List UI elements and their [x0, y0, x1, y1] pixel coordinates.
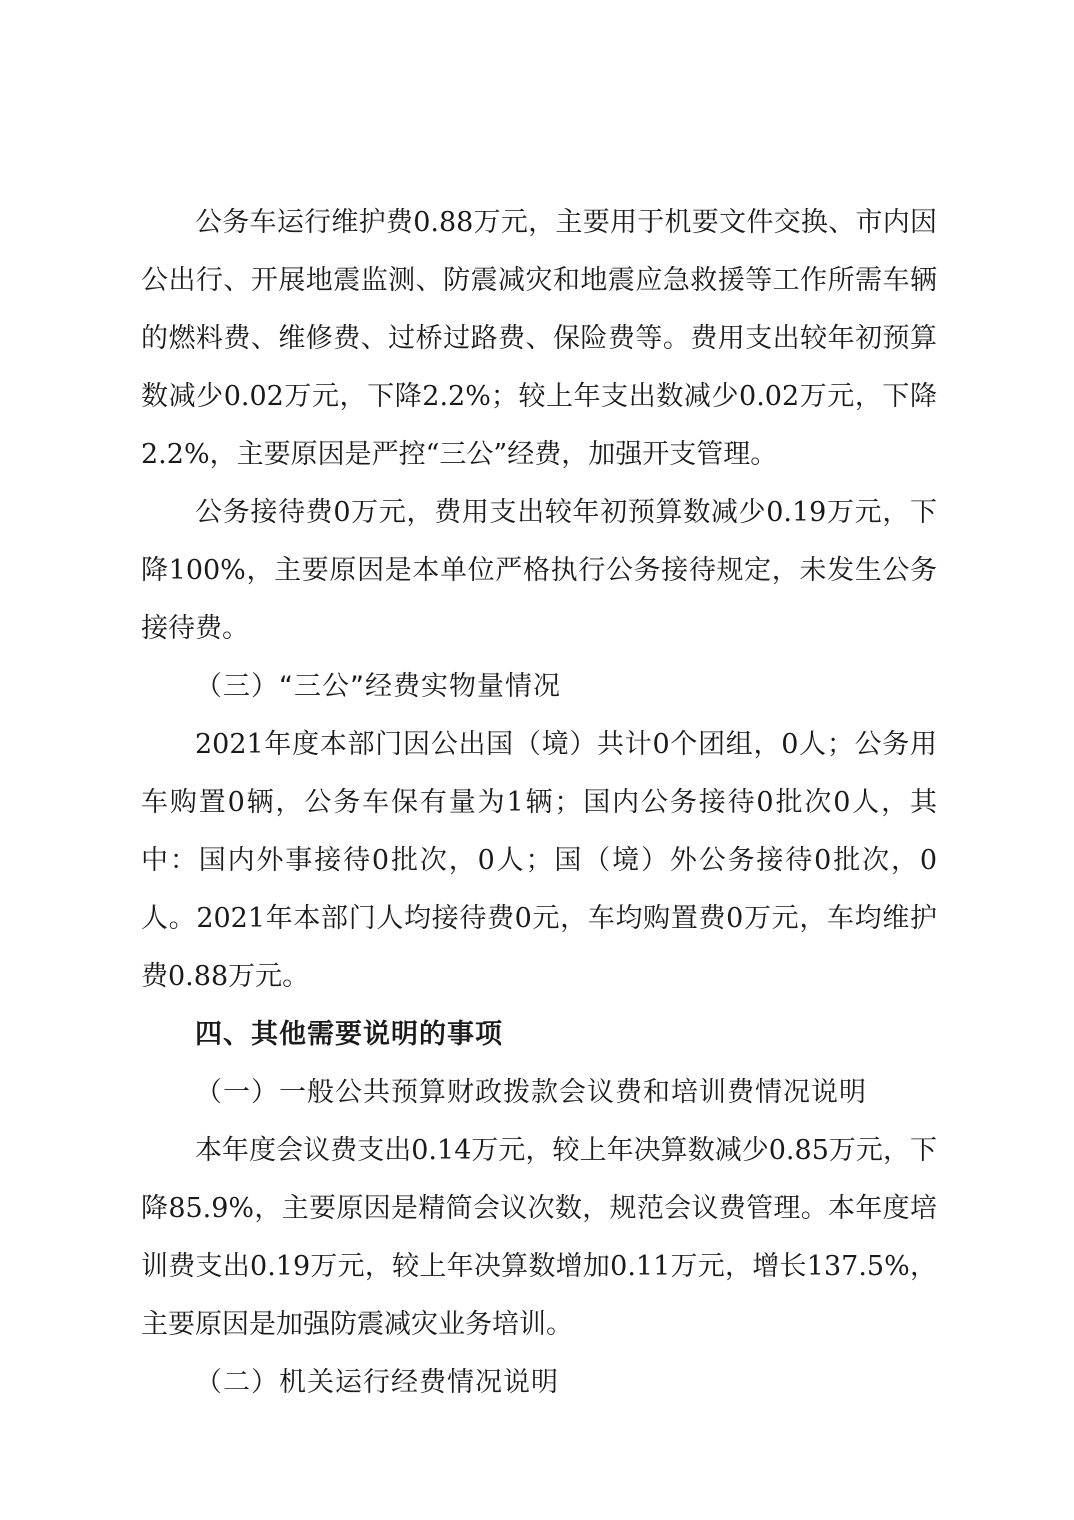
paragraph-reception-expenses: 公务接待费0万元，费用支出较年初预算数减少0.19万元，下降100%，主要原因是本单位严格执行公务接待规定，未发生公务接待费。 — [141, 497, 937, 644]
paragraph-meeting-training: 本年度会议费支出0.14万元，较上年决算数减少0.85万元，下降85.9%，主要原因是精简会议次数，规范会议费管理。本年度培训费支出0.19万元，较上年决算数增加0.11万元，增长137.5%，主要原因是加强防震减灾业务培训。 — [141, 1135, 937, 1340]
heading-three-public-quantities: （三）“三公”经费实物量情况 — [195, 671, 561, 702]
heading-operating-expenses: （二）机关运行经费情况说明 — [195, 1367, 559, 1398]
document-body — [141, 194, 937, 1412]
heading-other-matters: 四、其他需要说明的事项 — [195, 1019, 503, 1050]
paragraph-physical-quantities: 2021年度本部门因公出国（境）共计0个团组，0人；公务用车购置0辆，公务车保有量为1辆；国内公务接待0批次0人，其中：国内外事接待0批次，0人；国（境）外公务接待0批次，0人。2021年本部门人均接待费0元，车均购置费0万元，车均维护费0.88万元。 — [141, 729, 937, 992]
heading-meeting-training: （一）一般公共预算财政拨款会议费和培训费情况说明 — [195, 1077, 867, 1108]
paragraph-vehicle-maintenance: 公务车运行维护费0.88万元，主要用于机要文件交换、市内因公出行、开展地震监测、防震减灾和地震应急救援等工作所需车辆的燃料费、维修费、过桥过路费、保险费等。费用支出较年初预算数减少0.02万元，下降2.2%；较上年支出数减少0.02万元，下降2.2%，主要原因是严控“三公”经费，加强开支管理。 — [141, 207, 937, 470]
